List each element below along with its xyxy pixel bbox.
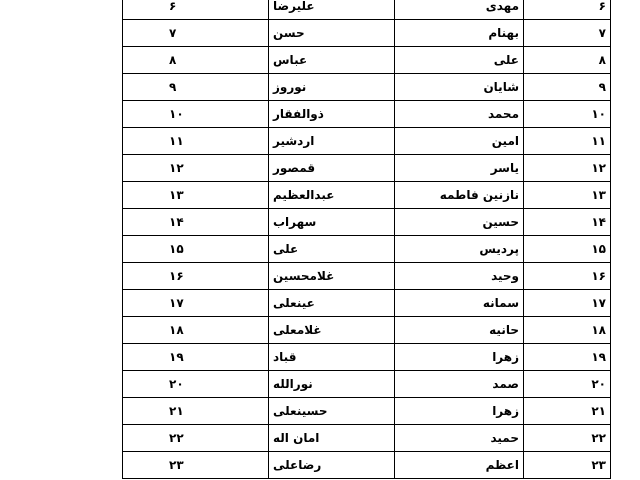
sequence-number-cell: ۶ xyxy=(123,0,269,20)
table-row xyxy=(123,236,611,263)
first-name-cell: اعظم xyxy=(395,452,524,479)
sequence-number-cell: ۷ xyxy=(123,20,269,47)
row-number-cell: ۱۳ xyxy=(524,182,611,209)
table-row xyxy=(123,47,611,74)
sequence-number-cell: ۱۴ xyxy=(123,209,269,236)
row-number-cell: ۱۱ xyxy=(524,128,611,155)
father-name-cell: اردشیر xyxy=(269,128,395,155)
row-number-cell: ۱۰ xyxy=(524,101,611,128)
row-number-cell: ۷ xyxy=(524,20,611,47)
first-name-cell: علی xyxy=(395,47,524,74)
father-name-cell: عباس xyxy=(269,47,395,74)
father-name-cell: حسن xyxy=(269,20,395,47)
first-name-cell: حانیه xyxy=(395,317,524,344)
first-name-cell: وحید xyxy=(395,263,524,290)
names-table-body xyxy=(123,0,611,479)
father-name-cell: عبدالعظیم xyxy=(269,182,395,209)
first-name-cell: حمید xyxy=(395,425,524,452)
row-number-cell: ۱۹ xyxy=(524,344,611,371)
row-number-cell: ۲۳ xyxy=(524,452,611,479)
first-name-cell: بهنام xyxy=(395,20,524,47)
father-name-cell: امان اله xyxy=(269,425,395,452)
sequence-number-cell: ۱۷ xyxy=(123,290,269,317)
row-number-cell: ۲۰ xyxy=(524,371,611,398)
first-name-cell: امین xyxy=(395,128,524,155)
row-number-cell: ۲۲ xyxy=(524,425,611,452)
father-name-cell: قباد xyxy=(269,344,395,371)
row-number-cell: ۶ xyxy=(524,0,611,20)
table-row xyxy=(123,20,611,47)
row-number-cell: ۲۱ xyxy=(524,398,611,425)
father-name-cell: رضاعلی xyxy=(269,452,395,479)
row-number-cell: ۱۷ xyxy=(524,290,611,317)
table-row xyxy=(123,155,611,182)
table-row xyxy=(123,209,611,236)
father-name-cell: علیرضا xyxy=(269,0,395,20)
sequence-number-cell: ۱۳ xyxy=(123,182,269,209)
first-name-cell: حسین xyxy=(395,209,524,236)
sequence-number-cell: ۸ xyxy=(123,47,269,74)
names-table xyxy=(122,0,611,479)
sequence-number-cell: ۱۵ xyxy=(123,236,269,263)
table-row xyxy=(123,344,611,371)
sequence-number-cell: ۲۰ xyxy=(123,371,269,398)
row-number-cell: ۱۴ xyxy=(524,209,611,236)
father-name-cell: سهراب xyxy=(269,209,395,236)
first-name-cell: سمانه xyxy=(395,290,524,317)
table-row xyxy=(123,182,611,209)
sequence-number-cell: ۲۳ xyxy=(123,452,269,479)
table-row xyxy=(123,317,611,344)
father-name-cell: علی xyxy=(269,236,395,263)
father-name-cell: عینعلی xyxy=(269,290,395,317)
row-number-cell: ۱۸ xyxy=(524,317,611,344)
father-name-cell: غلامعلی xyxy=(269,317,395,344)
father-name-cell: حسینعلی xyxy=(269,398,395,425)
father-name-cell: نوروز xyxy=(269,74,395,101)
father-name-cell: ذوالفقار xyxy=(269,101,395,128)
first-name-cell: زهرا xyxy=(395,344,524,371)
father-name-cell: نورالله xyxy=(269,371,395,398)
first-name-cell: شایان xyxy=(395,74,524,101)
table-row xyxy=(123,452,611,479)
sequence-number-cell: ۱۱ xyxy=(123,128,269,155)
sequence-number-cell: ۱۲ xyxy=(123,155,269,182)
table-row xyxy=(123,128,611,155)
table-row xyxy=(123,425,611,452)
row-number-cell: ۱۵ xyxy=(524,236,611,263)
table-row xyxy=(123,263,611,290)
sequence-number-cell: ۱۰ xyxy=(123,101,269,128)
table-row xyxy=(123,290,611,317)
sequence-number-cell: ۹ xyxy=(123,74,269,101)
sequence-number-cell: ۱۸ xyxy=(123,317,269,344)
father-name-cell: غلامحسین xyxy=(269,263,395,290)
first-name-cell: مهدی xyxy=(395,0,524,20)
father-name-cell: قمصور xyxy=(269,155,395,182)
sequence-number-cell: ۲۲ xyxy=(123,425,269,452)
sequence-number-cell: ۲۱ xyxy=(123,398,269,425)
first-name-cell: یاسر xyxy=(395,155,524,182)
first-name-cell: صمد xyxy=(395,371,524,398)
first-name-cell: زهرا xyxy=(395,398,524,425)
table-row xyxy=(123,398,611,425)
table-row xyxy=(123,0,611,20)
sequence-number-cell: ۱۹ xyxy=(123,344,269,371)
first-name-cell: پردیس xyxy=(395,236,524,263)
row-number-cell: ۹ xyxy=(524,74,611,101)
first-name-cell: نازنین فاطمه xyxy=(395,182,524,209)
row-number-cell: ۸ xyxy=(524,47,611,74)
row-number-cell: ۱۶ xyxy=(524,263,611,290)
first-name-cell: محمد xyxy=(395,101,524,128)
table-row xyxy=(123,101,611,128)
row-number-cell: ۱۲ xyxy=(524,155,611,182)
sequence-number-cell: ۱۶ xyxy=(123,263,269,290)
table-row xyxy=(123,74,611,101)
table-row xyxy=(123,371,611,398)
